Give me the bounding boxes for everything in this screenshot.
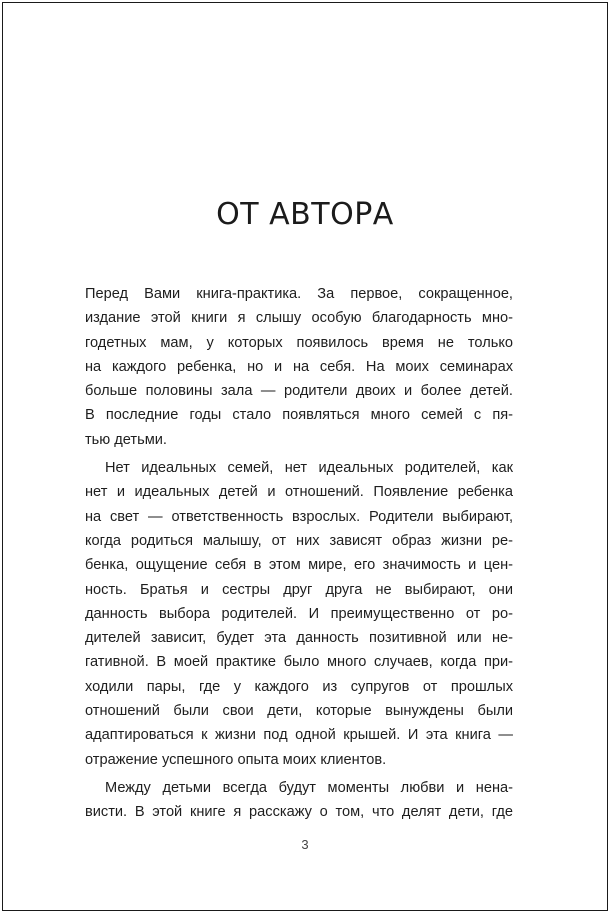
text-line: ходили пары, где у каждого из супругов от прошлых: [85, 678, 513, 695]
text-line: ность. Братья и сестры друг друга не выбирают, они: [85, 581, 513, 598]
text-line: висти. В этой книге я расскажу о том, что делят дети, где: [85, 804, 513, 821]
text-line: дителей зависит, будет эта данность позитивной или не-: [85, 630, 513, 647]
text-line: отношений были свои дети, которые вынуждены были: [85, 703, 513, 720]
text-line: на каждого ребенка, но и на себя. На моих семинарах: [85, 358, 513, 375]
text-line: адаптироваться к жизни под одной крышей. И эта книга —: [85, 727, 513, 744]
text-line: Нет идеальных семей, нет идеальных родителей, как: [105, 460, 513, 477]
text-line: Между детьми всегда будут моменты любви и нена-: [105, 779, 513, 796]
text-line: данность выбора родителей. И преимущественно от ро-: [85, 605, 513, 622]
text-line: когда родиться малышу, от них зависят образ жизни ре-: [85, 532, 513, 549]
text-line: Перед Вами книга-практика. За первое, сокращенное,: [85, 286, 513, 302]
paragraph-3: [85, 776, 513, 825]
text-line: отражение успешного опыта моих клиентов.: [85, 751, 387, 768]
paragraph-2: [85, 456, 513, 772]
text-line: бенка, ощущение себя в этом мире, его значимость и цен-: [85, 557, 513, 574]
text-line: годетных мам, у которых появилось время не только: [85, 334, 513, 351]
text-line: на свет — ответственность взрослых. Родители выбирают,: [85, 508, 513, 525]
body-text: [85, 282, 513, 825]
text-line: больше половины зала — родители двоих и более детей.: [85, 383, 513, 400]
book-page: [2, 2, 608, 911]
text-line: тью детьми.: [85, 431, 167, 448]
text-line: В последние годы стало появляться много семей с пя-: [85, 407, 513, 424]
text-line: издание этой книги я слышу особую благодарность мно-: [85, 310, 513, 327]
chapter-title: ОТ АВТОРА: [216, 197, 394, 232]
paragraph-1: [85, 282, 513, 452]
page-number: 3: [301, 837, 309, 852]
text-line: нет и идеальных детей и отношений. Появление ребенка: [85, 484, 513, 501]
text-line: гативной. В моей практике было много случаев, когда при-: [85, 654, 513, 671]
